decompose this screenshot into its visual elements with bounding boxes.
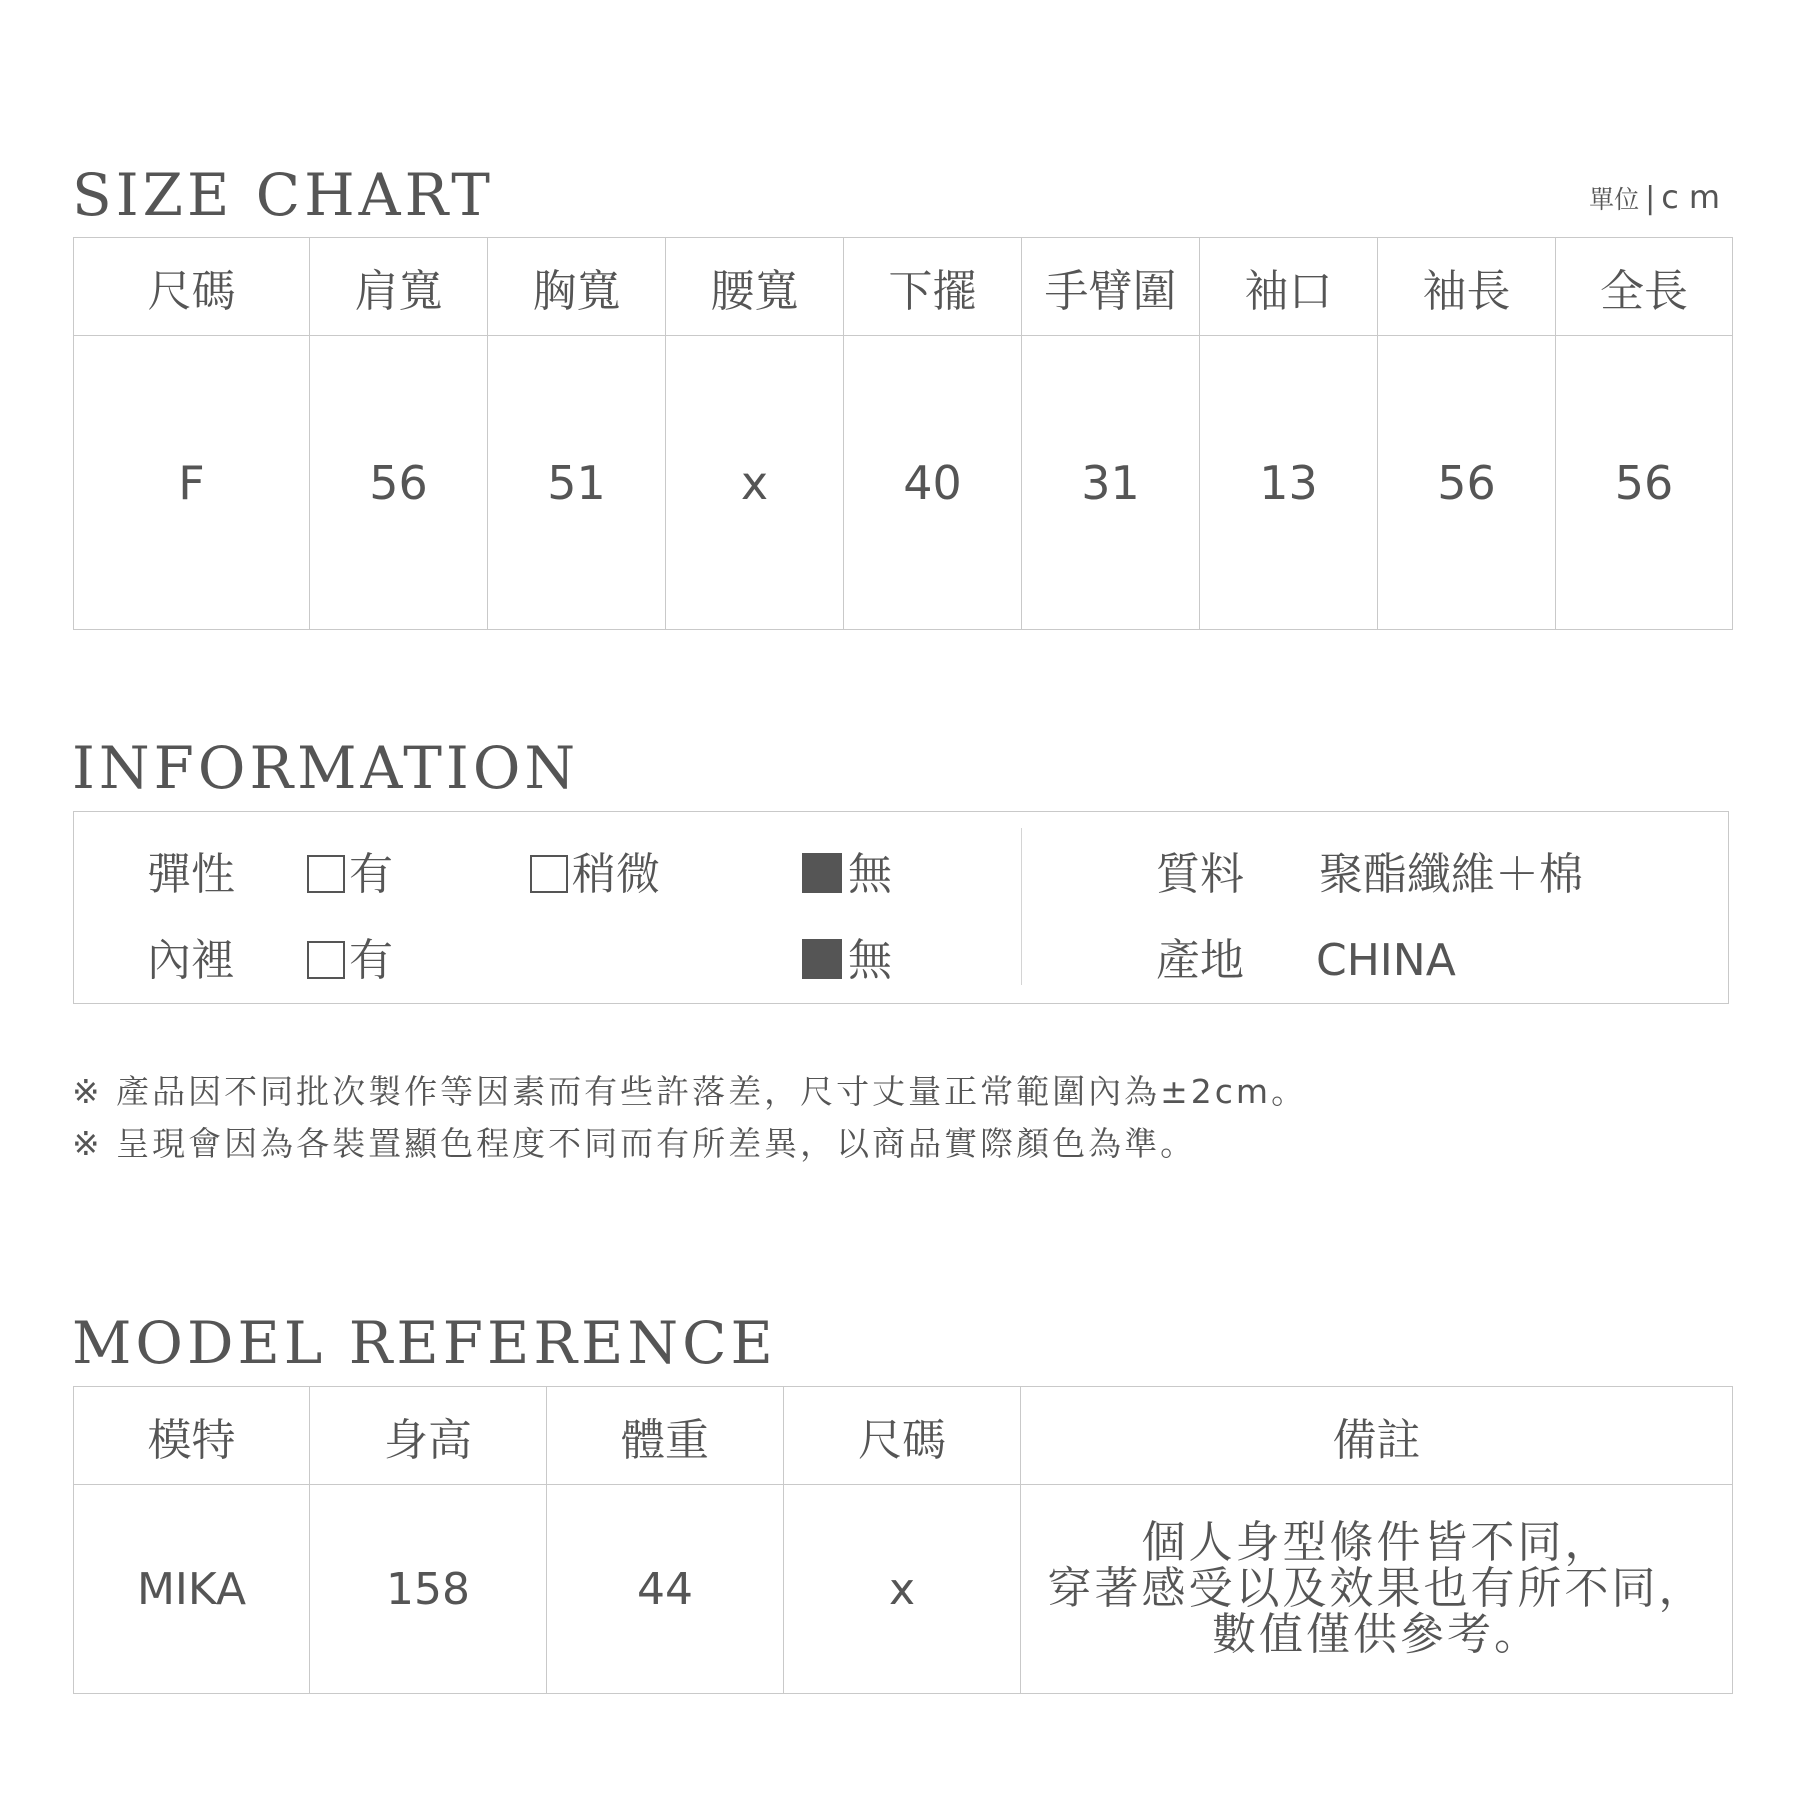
material-label: 質料 (1156, 849, 1244, 900)
size-value-cell: F (74, 336, 310, 630)
model-value-cell: 44 (547, 1485, 784, 1694)
model-reference-title: MODEL REFERENCE (72, 1309, 777, 1377)
lining-option-yes (307, 935, 393, 986)
size-header-cell: 尺碼 (74, 238, 310, 336)
note-line: ※ 呈現會因為各裝置顯色程度不同而有所差異，以商品實際顏色為準。 (72, 1124, 1197, 1163)
elasticity-option-slight (530, 849, 660, 900)
model-header-cell: 體重 (547, 1387, 784, 1485)
size-value-cell: 56 (1556, 336, 1733, 630)
size-chart-value-row (74, 336, 1733, 630)
size-header-cell: 袖口 (1200, 238, 1378, 336)
information-title: INFORMATION (72, 734, 580, 802)
unit-label-text: 單位 (1589, 185, 1640, 214)
elasticity-option-yes (307, 849, 393, 900)
size-chart-header-row (74, 238, 1733, 336)
model-value-cell: x (784, 1485, 1021, 1694)
model-value-row (74, 1485, 1733, 1694)
checkbox-empty-icon (307, 941, 345, 979)
size-header-cell: 下擺 (844, 238, 1022, 336)
info-divider (1021, 828, 1022, 985)
option-label: 稍微 (572, 849, 660, 900)
remark-line: 穿著感受以及效果也有所不同， (1047, 1563, 1706, 1614)
option-label: 無 (848, 935, 892, 986)
model-header-row (74, 1387, 1733, 1485)
unit-value: cm (1661, 178, 1730, 216)
remark-line: 數值僅供參考。 (1212, 1609, 1541, 1660)
unit-separator: | (1645, 181, 1656, 216)
size-value-cell: 13 (1200, 336, 1378, 630)
option-label: 有 (349, 935, 393, 986)
model-header-cell: 尺碼 (784, 1387, 1021, 1485)
model-value-cell: MIKA (74, 1485, 310, 1694)
model-header-cell: 模特 (74, 1387, 310, 1485)
model-value-cell: 158 (310, 1485, 547, 1694)
remark-line: 個人身型條件皆不同， (1141, 1517, 1612, 1568)
size-value-cell: 31 (1022, 336, 1200, 630)
model-reference-table (73, 1386, 1733, 1694)
option-label: 無 (848, 849, 892, 900)
checkbox-empty-icon (307, 855, 345, 893)
checkbox-empty-icon (530, 855, 568, 893)
size-chart-table (73, 237, 1733, 630)
checkbox-filled-icon (802, 853, 842, 893)
information-box (73, 811, 1729, 1004)
notes (72, 1066, 1307, 1170)
origin-label: 產地 (1156, 935, 1244, 986)
model-header-cell: 身高 (310, 1387, 547, 1485)
size-header-cell: 全長 (1556, 238, 1733, 336)
size-chart-title: SIZE CHART (72, 161, 494, 229)
material-value: 聚酯纖維＋棉 (1319, 849, 1583, 900)
elasticity-option-none (802, 849, 892, 900)
size-header-cell: 手臂圍 (1022, 238, 1200, 336)
size-header-cell: 胸寬 (488, 238, 666, 336)
size-value-cell: 56 (310, 336, 488, 630)
note-line: ※ 產品因不同批次製作等因素而有些許落差，尺寸丈量正常範圍內為±2cm。 (72, 1072, 1308, 1111)
lining-label: 內裡 (147, 935, 235, 986)
option-label: 有 (349, 849, 393, 900)
elasticity-label: 彈性 (147, 849, 235, 900)
size-header-cell: 肩寬 (310, 238, 488, 336)
unit-label (1589, 178, 1730, 216)
model-header-cell: 備註 (1021, 1387, 1733, 1485)
checkbox-filled-icon (802, 939, 842, 979)
model-remark-cell (1021, 1485, 1733, 1694)
origin-value: CHINA (1316, 935, 1456, 986)
size-value-cell: x (666, 336, 844, 630)
size-value-cell: 56 (1378, 336, 1556, 630)
size-header-cell: 袖長 (1378, 238, 1556, 336)
size-header-cell: 腰寬 (666, 238, 844, 336)
lining-option-none (802, 935, 892, 986)
size-value-cell: 40 (844, 336, 1022, 630)
size-value-cell: 51 (488, 336, 666, 630)
